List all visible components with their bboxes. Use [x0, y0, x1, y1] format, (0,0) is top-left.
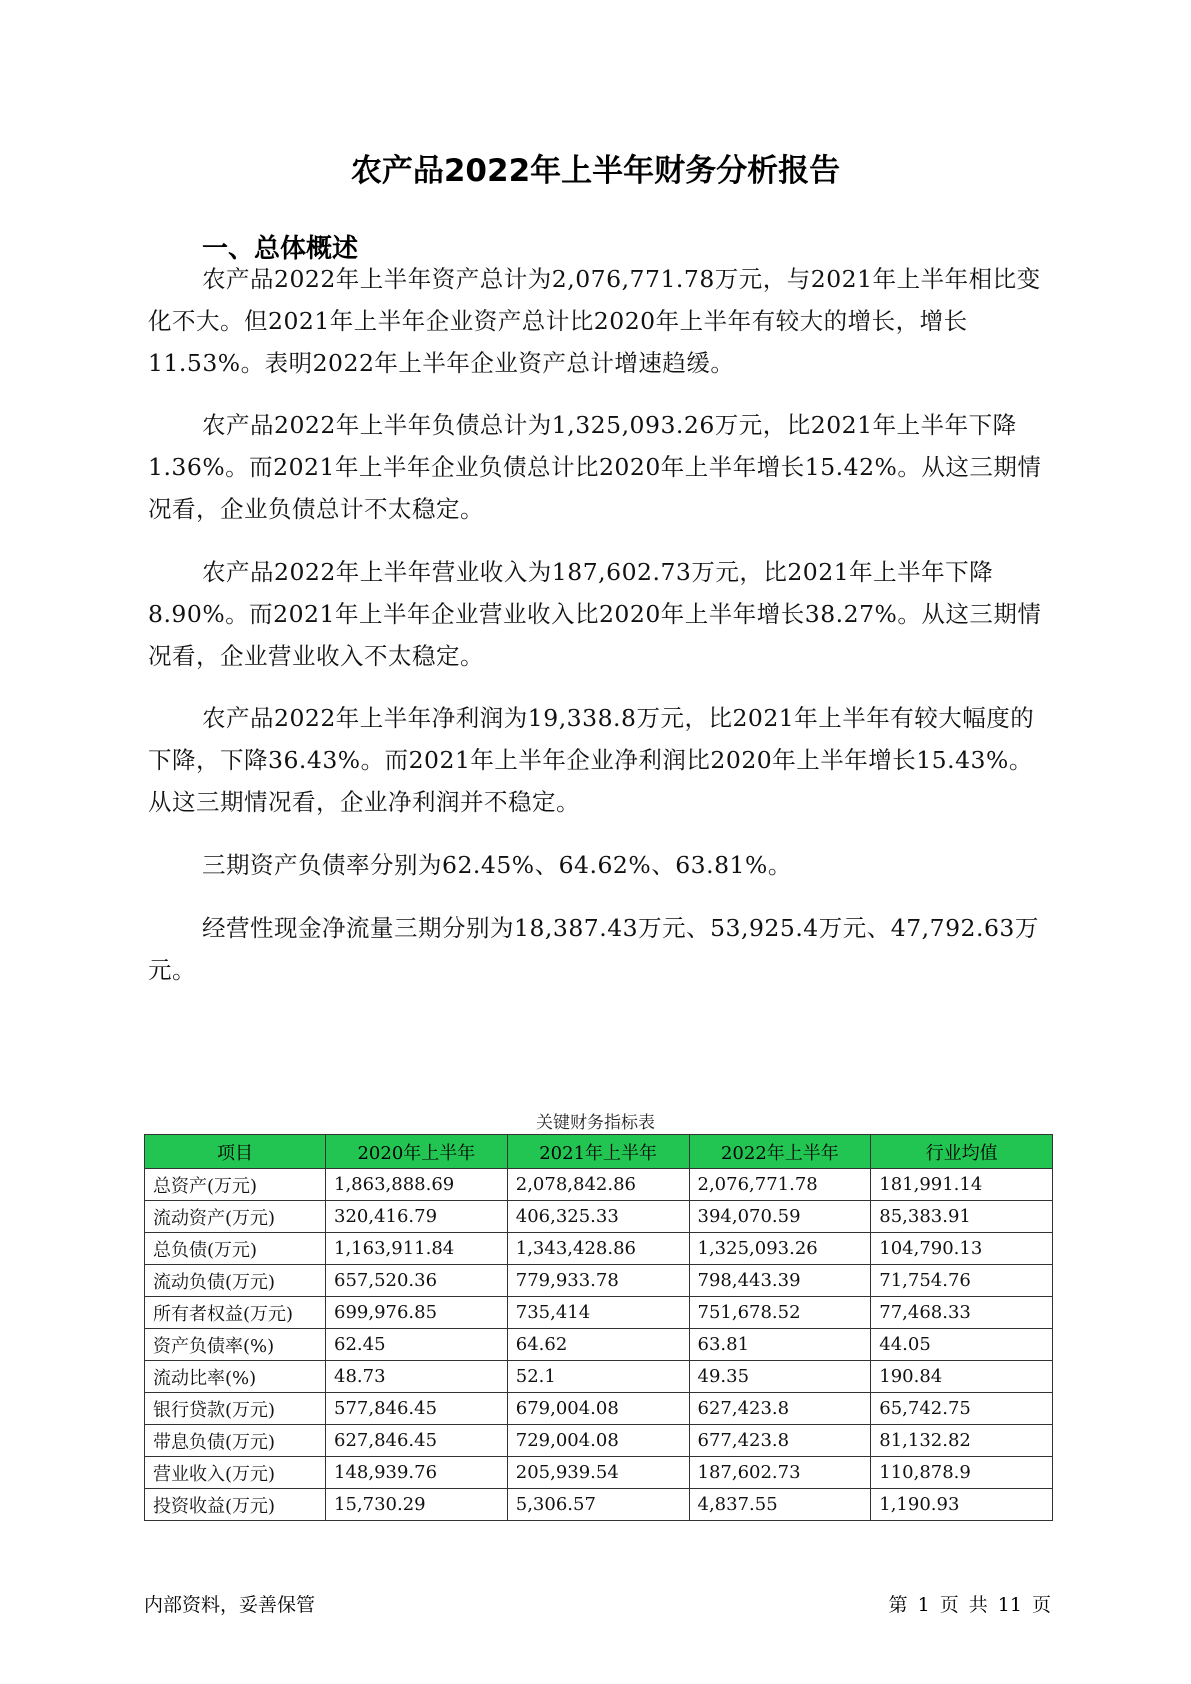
header-cell-2022h1: 2022年上半年 [689, 1135, 871, 1169]
value-2020h1-cell: 699,976.85 [326, 1297, 508, 1329]
value-2020h1-cell: 320,416.79 [326, 1201, 508, 1233]
table-row [145, 1489, 1053, 1521]
value-2020h1-cell: 1,863,888.69 [326, 1169, 508, 1201]
value-2022h1-cell: 63.81 [689, 1329, 871, 1361]
industry-average-cell: 190.84 [871, 1361, 1053, 1393]
value-2021h1-cell: 1,343,428.86 [507, 1233, 689, 1265]
value-2022h1-cell: 4,837.55 [689, 1489, 871, 1521]
paragraph-operating-cashflow: 经营性现金净流量三期分别为18,387.43万元、53,925.4万元、47,792.63万元。 [148, 914, 1039, 984]
footer-confidential-note: 内部资料，妥善保管 [144, 1594, 316, 1616]
industry-average-cell: 81,132.82 [871, 1425, 1053, 1457]
value-2022h1-cell: 49.35 [689, 1361, 871, 1393]
value-2022h1-cell: 1,325,093.26 [689, 1233, 871, 1265]
row-label-cell: 所有者权益(万元) [145, 1297, 326, 1329]
paragraph-total-liabilities: 农产品2022年上半年负债总计为1,325,093.26万元，比2021年上半年下降1.36%。而2021年上半年企业负债总计比2020年上半年增长15.42%。从这三期情况看，企业负债总计不太稳定。 [148, 411, 1042, 523]
value-2021h1-cell: 679,004.08 [507, 1393, 689, 1425]
value-2021h1-cell: 406,325.33 [507, 1201, 689, 1233]
value-2022h1-cell: 677,423.8 [689, 1425, 871, 1457]
value-2022h1-cell: 187,602.73 [689, 1457, 871, 1489]
table-row [145, 1329, 1053, 1361]
header-cell-2020h1: 2020年上半年 [326, 1135, 508, 1169]
row-label-cell: 总负债(万元) [145, 1233, 326, 1265]
value-2021h1-cell: 729,004.08 [507, 1425, 689, 1457]
value-2020h1-cell: 62.45 [326, 1329, 508, 1361]
value-2022h1-cell: 798,443.39 [689, 1265, 871, 1297]
value-2020h1-cell: 15,730.29 [326, 1489, 508, 1521]
value-2022h1-cell: 394,070.59 [689, 1201, 871, 1233]
row-label-cell: 流动资产(万元) [145, 1201, 326, 1233]
table-header-row [145, 1135, 1053, 1169]
industry-average-cell: 1,190.93 [871, 1489, 1053, 1521]
row-label-cell: 流动负债(万元) [145, 1265, 326, 1297]
value-2020h1-cell: 148,939.76 [326, 1457, 508, 1489]
value-2020h1-cell: 627,846.45 [326, 1425, 508, 1457]
value-2021h1-cell: 52.1 [507, 1361, 689, 1393]
row-label-cell: 投资收益(万元) [145, 1489, 326, 1521]
table-row [145, 1233, 1053, 1265]
table-row [145, 1265, 1053, 1297]
row-label-cell: 流动比率(%) [145, 1361, 326, 1393]
industry-average-cell: 77,468.33 [871, 1297, 1053, 1329]
table-row [145, 1201, 1053, 1233]
industry-average-cell: 104,790.13 [871, 1233, 1053, 1265]
value-2022h1-cell: 751,678.52 [689, 1297, 871, 1329]
value-2020h1-cell: 657,520.36 [326, 1265, 508, 1297]
value-2022h1-cell: 627,423.8 [689, 1393, 871, 1425]
header-cell-industry-average: 行业均值 [871, 1135, 1053, 1169]
value-2021h1-cell: 779,933.78 [507, 1265, 689, 1297]
value-2020h1-cell: 577,846.45 [326, 1393, 508, 1425]
table-row [145, 1297, 1053, 1329]
section-heading: 一、总体概述 [202, 234, 359, 264]
row-label-cell: 资产负债率(%) [145, 1329, 326, 1361]
paragraph-net-profit: 农产品2022年上半年净利润为19,338.8万元，比2021年上半年有较大幅度的下降，下降36.43%。而2021年上半年企业净利润比2020年上半年增长15.43%。从这三期情况看，企业净利润并不稳定。 [148, 704, 1035, 816]
value-2021h1-cell: 5,306.57 [507, 1489, 689, 1521]
header-cell-item: 项目 [145, 1135, 326, 1169]
industry-average-cell: 65,742.75 [871, 1393, 1053, 1425]
paragraph-total-assets: 农产品2022年上半年资产总计为2,076,771.78万元，与2021年上半年相比变化不大。但2021年上半年企业资产总计比2020年上半年有较大的增长，增长11.53%。表明2022年上半年企业资产总计增速趋缓。 [148, 265, 1041, 377]
value-2021h1-cell: 64.62 [507, 1329, 689, 1361]
value-2021h1-cell: 735,414 [507, 1297, 689, 1329]
header-cell-2021h1: 2021年上半年 [507, 1135, 689, 1169]
table-caption: 关键财务指标表 [536, 1113, 655, 1133]
industry-average-cell: 181,991.14 [871, 1169, 1053, 1201]
table-row [145, 1361, 1053, 1393]
paragraph-debt-ratio: 三期资产负债率分别为62.45%、64.62%、63.81%。 [202, 851, 792, 879]
row-label-cell: 总资产(万元) [145, 1169, 326, 1201]
value-2021h1-cell: 2,078,842.86 [507, 1169, 689, 1201]
table-row [145, 1425, 1053, 1457]
value-2020h1-cell: 48.73 [326, 1361, 508, 1393]
value-2021h1-cell: 205,939.54 [507, 1457, 689, 1489]
value-2022h1-cell: 2,076,771.78 [689, 1169, 871, 1201]
industry-average-cell: 110,878.9 [871, 1457, 1053, 1489]
paragraph-operating-revenue: 农产品2022年上半年营业收入为187,602.73万元，比2021年上半年下降8.90%。而2021年上半年企业营业收入比2020年上半年增长38.27%。从这三期情况看，企业营业收入不太稳定。 [148, 558, 1042, 670]
footer-page-number: 第 1 页 共 11 页 [888, 1594, 1051, 1616]
key-financial-indicators-table [144, 1134, 1053, 1521]
page-title: 农产品2022年上半年财务分析报告 [350, 153, 841, 189]
row-label-cell: 银行贷款(万元) [145, 1393, 326, 1425]
table-row [145, 1457, 1053, 1489]
table-row [145, 1393, 1053, 1425]
value-2020h1-cell: 1,163,911.84 [326, 1233, 508, 1265]
industry-average-cell: 71,754.76 [871, 1265, 1053, 1297]
industry-average-cell: 85,383.91 [871, 1201, 1053, 1233]
row-label-cell: 带息负债(万元) [145, 1425, 326, 1457]
row-label-cell: 营业收入(万元) [145, 1457, 326, 1489]
table-row [145, 1169, 1053, 1201]
industry-average-cell: 44.05 [871, 1329, 1053, 1361]
